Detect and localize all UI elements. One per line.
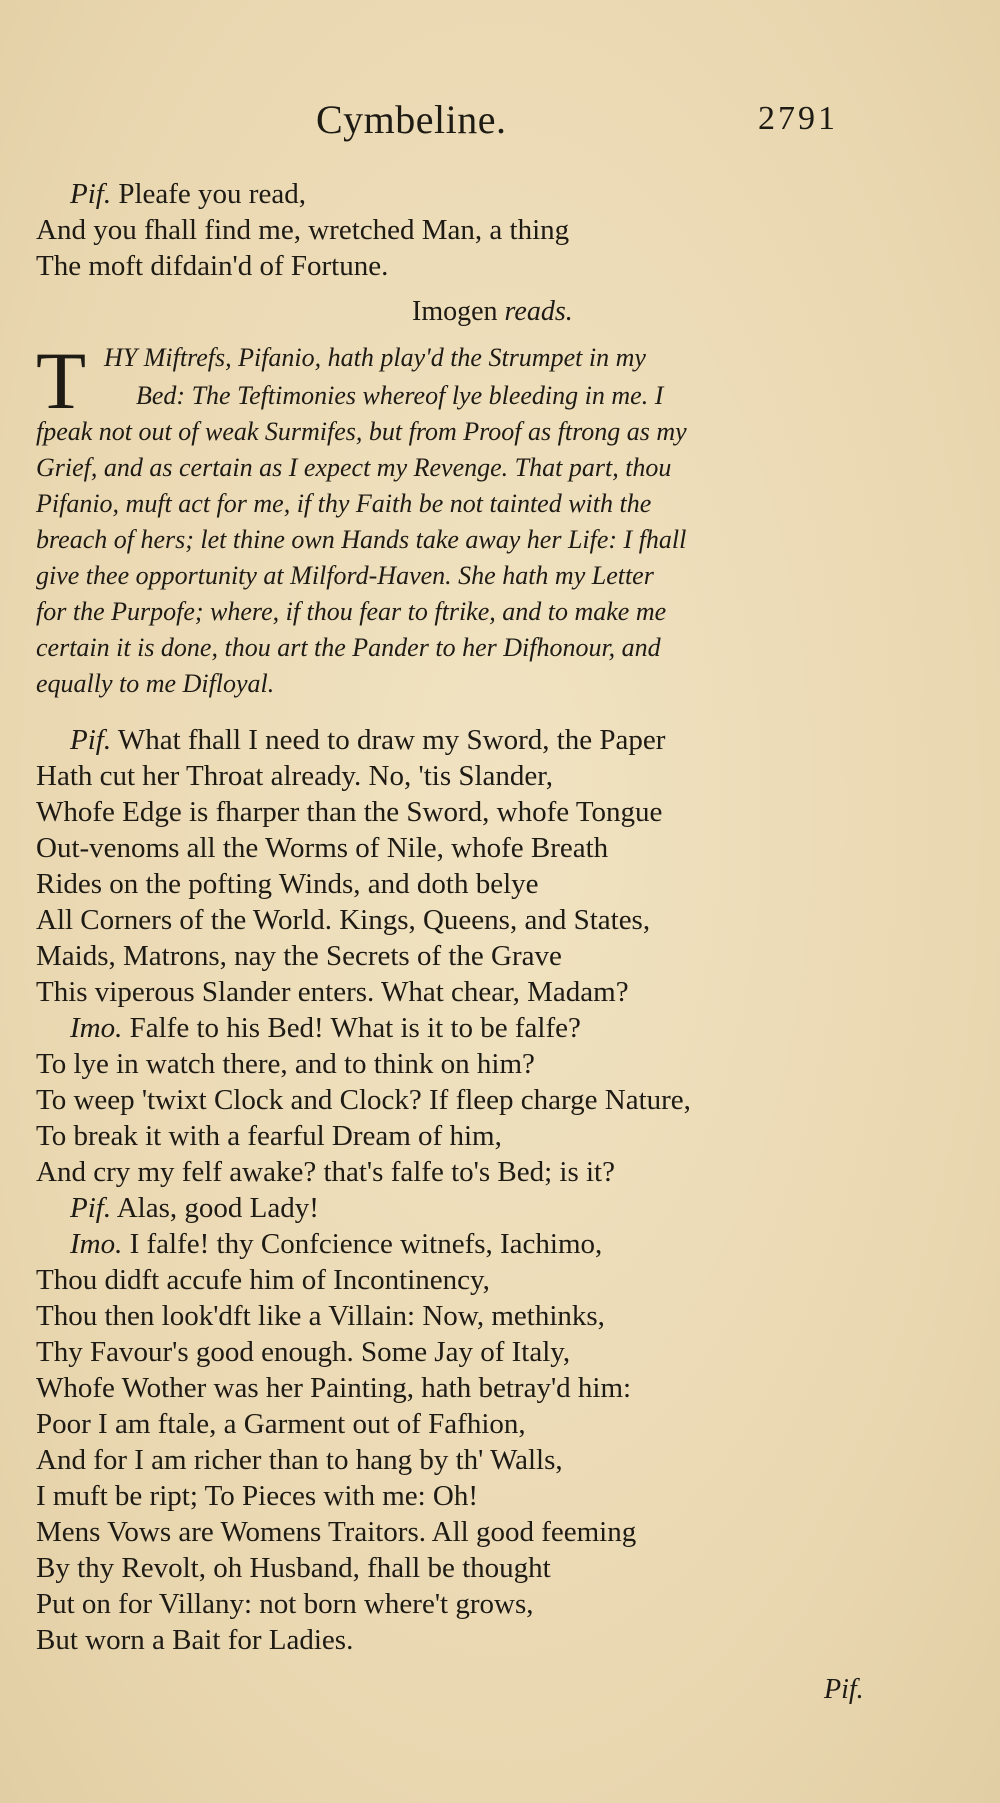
verse-line: This viperous Slander enters. What chear, Madam? <box>36 976 629 1008</box>
letter-line: certain it is done, thou art the Pander to her Difhonour, and <box>36 633 661 662</box>
letter-line: for the Purpofe; where, if thou fear to ftrike, and to make me <box>36 597 667 626</box>
verse-line: But worn a Bait for Ladies. <box>36 1624 354 1656</box>
letter-line: fpeak not out of weak Surmifes, but from Proof as ftrong as my <box>36 417 687 446</box>
verse-line: Imo. Falfe to his Bed! What is it to be falfe? <box>70 1012 581 1044</box>
verse-line: To break it with a fearful Dream of him, <box>36 1120 502 1152</box>
verse-line: Put on for Villany: not born where't grows, <box>36 1588 534 1620</box>
verse-line: Thy Favour's good enough. Some Jay of Italy, <box>36 1336 571 1368</box>
verse-line: By thy Revolt, oh Husband, fhall be thought <box>36 1552 551 1584</box>
verse-line: To weep 'twixt Clock and Clock? If fleep charge Nature, <box>36 1084 691 1116</box>
verse-line: All Corners of the World. Kings, Queens, and States, <box>36 904 651 936</box>
running-head <box>0 96 1000 156</box>
verse-line: The moft difdain'd of Fortune. <box>36 250 389 282</box>
verse-line: Whofe Edge is fharper than the Sword, whofe Tongue <box>36 796 663 828</box>
letter-line: Pifanio, muft act for me, if thy Faith be not tainted with the <box>36 489 652 518</box>
verse-line: Hath cut her Throat already. No, 'tis Slander, <box>36 760 554 792</box>
play-title: Cymbeline. <box>316 97 507 142</box>
verse-line: Out-venoms all the Worms of Nile, whofe Breath <box>36 832 609 864</box>
verse-line: To lye in watch there, and to think on him? <box>36 1048 535 1080</box>
letter-line: equally to me Difloyal. <box>36 669 275 698</box>
letter-line: Bed: The Teftimonies whereof lye bleeding in me. I <box>136 381 664 410</box>
page-number: 2791 <box>758 100 838 137</box>
verse-line: Pif. Alas, good Lady! <box>70 1192 319 1224</box>
verse-line: And cry my felf awake? that's falfe to's Bed; is it? <box>36 1156 615 1188</box>
stage-direction <box>412 296 573 328</box>
verse-line: And for I am richer than to hang by th' Walls, <box>36 1444 563 1476</box>
verse-line: I muft be ript; To Pieces with me: Oh! <box>36 1480 479 1512</box>
verse-line: Mens Vows are Womens Traitors. All good feeming <box>36 1516 637 1548</box>
letter-line: breach of hers; let thine own Hands take away her Life: I fhall <box>36 525 687 554</box>
catchword: Pif. <box>824 1674 864 1705</box>
verse-line: Poor I am ftale, a Garment out of Fafhion, <box>36 1408 526 1440</box>
drop-cap: T <box>36 335 87 426</box>
letter-line: give thee opportunity at Milford-Haven. She hath my Letter <box>36 561 654 590</box>
stage-direction-verb: reads. <box>504 296 573 327</box>
verse-line: And you fhall find me, wretched Man, a thing <box>36 214 570 246</box>
stage-direction-name: Imogen <box>412 296 498 327</box>
verse-line: Imo. I falfe! thy Confcience witnefs, Iachimo, <box>70 1228 603 1260</box>
verse-line: Thou then look'dft like a Villain: Now, methinks, <box>36 1300 605 1332</box>
verse-line: Maids, Matrons, nay the Secrets of the Grave <box>36 940 562 972</box>
verse-line: Rides on the pofting Winds, and doth belye <box>36 868 539 900</box>
verse-line: Pif. Pleafe you read, <box>70 178 306 210</box>
verse-line: Pif. What fhall I need to draw my Sword, the Paper <box>70 724 666 756</box>
verse-line: Thou didft accufe him of Incontinency, <box>36 1264 490 1296</box>
verse-line: Whofe Wother was her Painting, hath betray'd him: <box>36 1372 632 1404</box>
letter-line: Grief, and as certain as I expect my Revenge. That part, thou <box>36 453 672 482</box>
letter-line: HY Miftrefs, Pifanio, hath play'd the Strumpet in my <box>104 343 646 372</box>
